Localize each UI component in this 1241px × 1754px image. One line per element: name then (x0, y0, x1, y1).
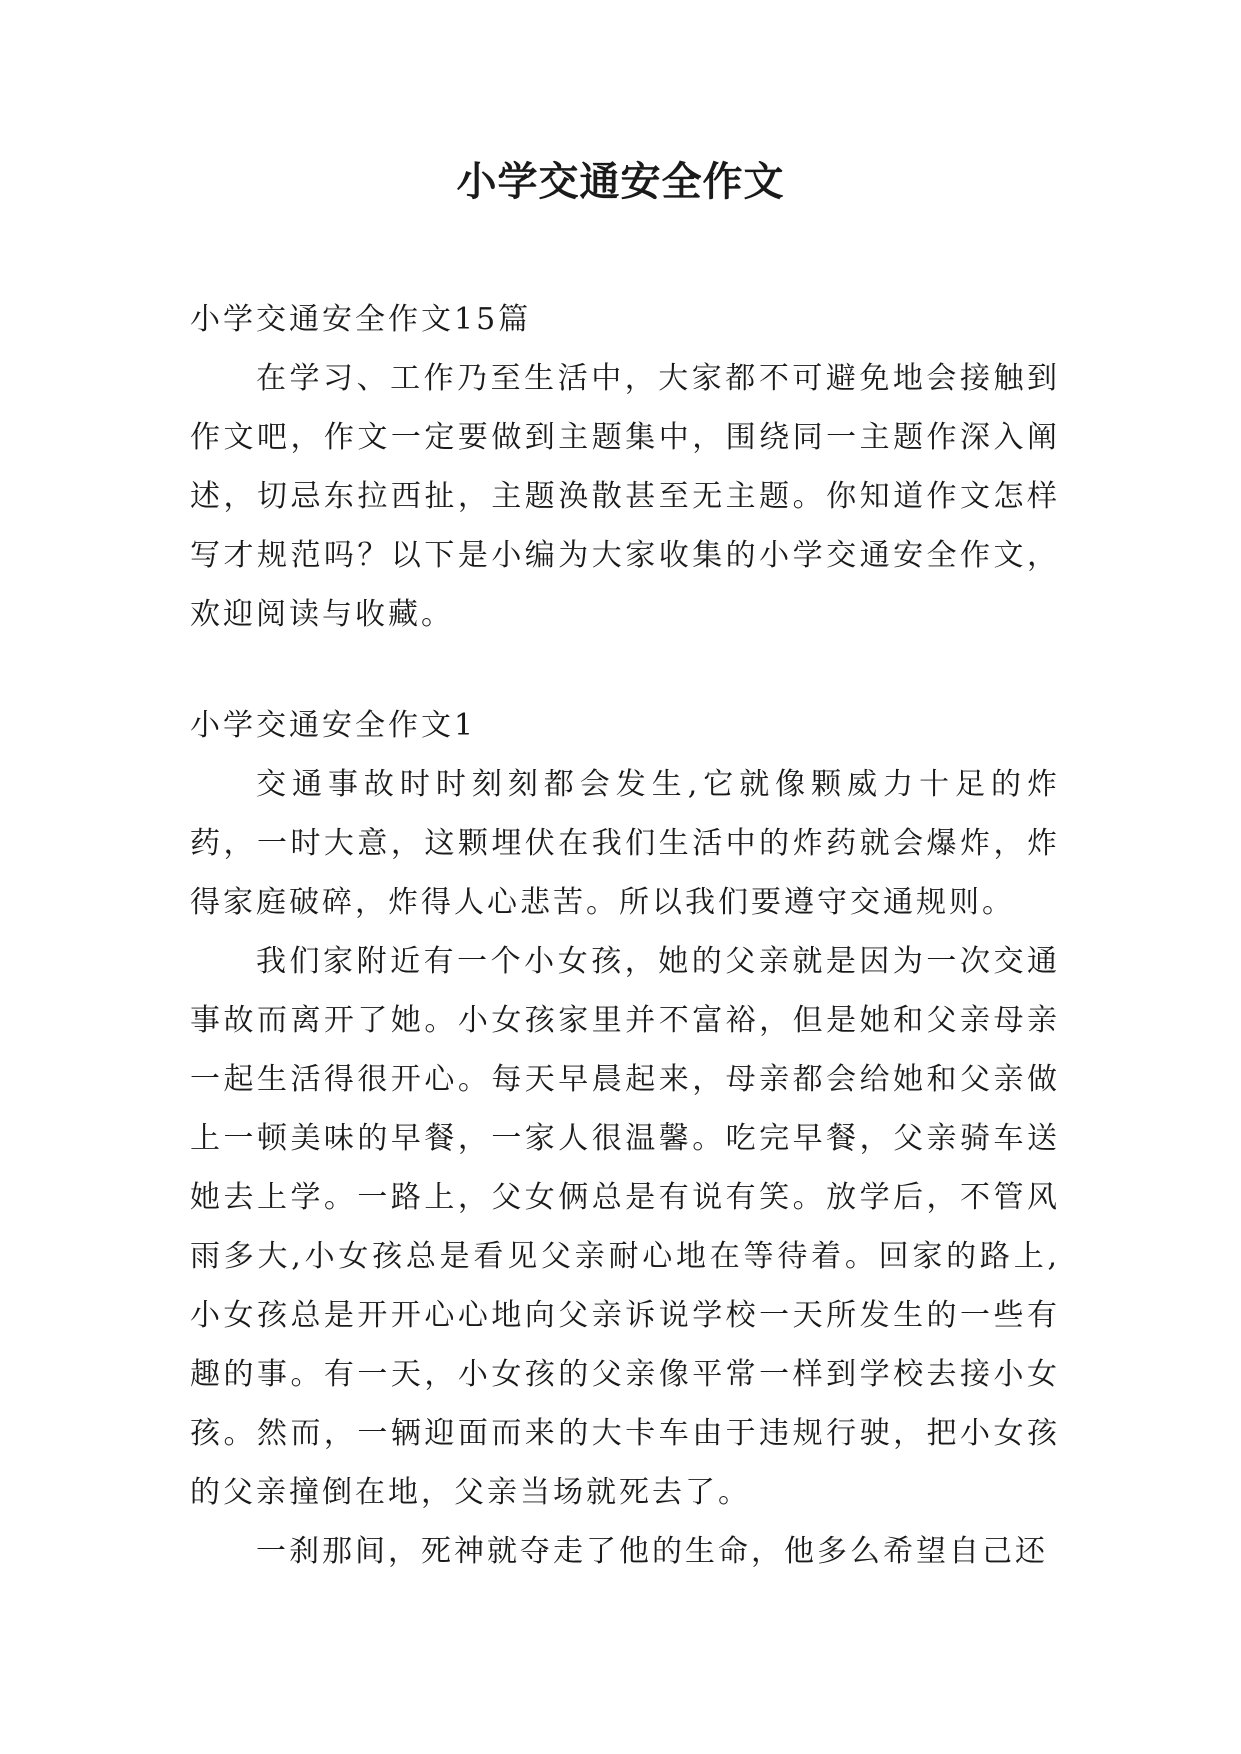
essay-1-paragraph-2: 我们家附近有一个小女孩，她的父亲就是因为一次交通事故而离开了她。小女孩家里并不富裕，但是她和父亲母亲一起生活得很开心。每天早晨起来，母亲都会给她和父亲做上一顿美味的早餐，一家人很温馨。吃完早餐，父亲骑车送她去上学。一路上，父女俩总是有说有笑。放学后，不管风雨多大,小女孩总是看见父亲耐心地在等待着。回家的路上,小女孩总是开开心心地向父亲诉说学校一天所发生的一些有趣的事。有一天，小女孩的父亲像平常一样到学校去接小女孩。然而，一辆迎面而来的大卡车由于违规行驶，把小女孩的父亲撞倒在地，父亲当场就死去了。 (190, 944, 1060, 1510)
essay-1-heading: 小学交通安全作文1 (190, 708, 477, 743)
intro-paragraph: 在学习、工作乃至生活中，大家都不可避免地会接触到作文吧，作文一定要做到主题集中，围绕同一主题作深入阐述，切忌东拉西扯，主题涣散甚至无主题。你知道作文怎样写才规范吗？以下是小编为大家收集的小学交通安全作文，欢迎阅读与收藏。 (190, 361, 1060, 632)
document-body (190, 290, 1060, 1581)
essay-1-paragraph-3: 一刹那间，死神就夺走了他的生命，他多么希望自己还 (256, 1534, 1048, 1569)
essay-1-paragraph-1: 交通事故时时刻刻都会发生,它就像颗威力十足的炸药，一时大意，这颗埋伏在我们生活中的炸药就会爆炸，炸得家庭破碎，炸得人心悲苦。所以我们要遵守交通规则。 (190, 767, 1060, 920)
collection-heading: 小学交通安全作文15篇 (190, 302, 532, 337)
section-spacer (190, 644, 1060, 696)
document-title: 小学交通安全作文 (456, 158, 785, 205)
